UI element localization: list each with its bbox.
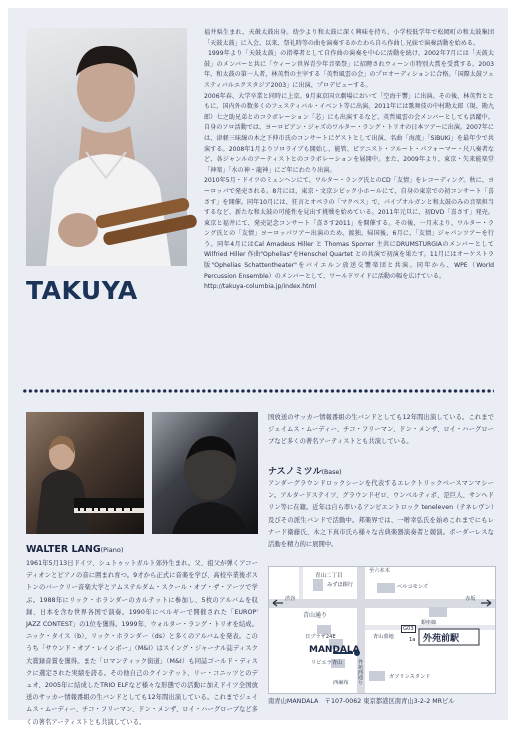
venue-address: 南青山MANDALA 〒107-0062 東京都港区南青山3-2-2 MRビル bbox=[268, 698, 455, 705]
nasuno-mitsuru-name bbox=[268, 464, 342, 477]
takuya-bio-paragraph: 1999年より「天鼓太鼓」の指導者として自作曲の演奏を中心に活動を続け、2002年7月には「天鼓太鼓」のメンバーと共に「ウィーン世界青少年音楽祭」に招聘されウィーン市特別大賞を受賞する。2003年、和太鼓の第一人者、林英哲の主宰する「英哲風雲の会」のプロオーディションに合格。「国際太鼓フェスティバルエクスタジア2003」に出演、プロデビューする。 bbox=[204, 50, 494, 89]
takuya-bio-paragraph: 2010年5月・ドイツのミュンヘンにて、ワルター・ラング氏とのCD「友情」をレコーディング。秋に、ヨーロッパで発売される。8月には、東京・文京シビック小ホールにて、自身の東京での初コンサート「喜さす」を開催。同年10月には、狂言とオペラの「マクベス」で、パイプオルガンと和太鼓のみの音楽担当するなど、新たな和太鼓の可能性を見出す挑戦を始めている。2011年元旦に、初DVD「喜さす」発売。東京と福井にて、発売記念コンサート「喜さす2011」を開催する。その後、一月末より、ワルター・ラング氏との「友情」ヨーロッパツアー出演のため、渡独。帰国後、6月に、「友情」ジャパンツアーを行う。同年4月にはCal Amadeus Hiller と Thomas Sporrer 主共にDRUMSTURGIAのメンバーとして Wilfried Hiller 作曲"Ophelias"をHenschel Quartet との共演で初演を果たす。11月にはオーケストラ版"Ophelias Schattentheater"をバイエルン放送交響楽団と共演。同年から、WPE（World Percussion Ensemble）のメンバーとして、ワールドワイドに活動の幅を広げている。 bbox=[204, 177, 494, 280]
map-label-gaien-nishi-dori: 外苑西通り bbox=[357, 659, 363, 685]
artist-name-takuya: TAKUYA bbox=[26, 276, 138, 305]
map-drawing bbox=[269, 567, 495, 693]
map-label-shibuya: 渋谷 bbox=[285, 596, 296, 602]
walter-lang-name bbox=[26, 544, 123, 555]
nasuno-name-text: ナスノミツル bbox=[268, 467, 322, 477]
map-label-aoyama-2chome: 青山二丁目 bbox=[315, 573, 343, 579]
walter-lang-bio-continued bbox=[268, 412, 494, 449]
venue-map[interactable] bbox=[268, 566, 496, 694]
map-label-ginza-line: 銀座線 bbox=[421, 620, 437, 626]
map-label-aoyama-dori: 青山通り bbox=[303, 612, 328, 619]
map-label-aoyama-cemetery: 青山墓地 bbox=[373, 634, 394, 640]
walter-lang-photo bbox=[26, 412, 144, 534]
map-label-roppongi: 至六本木 bbox=[369, 568, 390, 574]
map-label-riviera: リビエラ青山 bbox=[311, 660, 343, 666]
walter-lang-name-text: WALTER LANG bbox=[26, 544, 101, 555]
walter-lang-bio: 1961年5月13日ドイツ、シュトゥットガルト郊外生まれ。父、祖父が弾くアコーディオンとピアノの音に囲まれ育つ。9才から正式に音楽を学び、高校卒業後ボストンのバークリー音楽大学とアムステルダム・スクール・オブ・ザ・アーツで学ぶ。1988年にリック・ホランダーのカルテットに参加し、5枚のアルバムを収録、日本を含む世界各国で演奏。1990年にベルギーで開催された「EUROP' JAZZ CONTEST」の1位を獲得。1999年、ウォルター・ラング・トリオを結成。ニック・タイス（b）、リック・ホランダー（ds）と多くのアルバムを発表。このうち「サウンド・オブ・レインボー」（M&I）はスイング・ジャーナル誌ディスク大賞録音賞を獲得。また「ロマンティック街道」（M&I）も同誌ゴールド・ディスクに選定された実績を誇る。その他自己のクインテット、リー・コニッツとのデュオ、2005年に結成したTRIO ELFなど様々な形態での活動に加えドイツ全国放送のサッカー情報番組の生バンドとしても12年間出演している。これまでジェイムス・ムーディー、チコ・フリーマン、ドン・メンザ、ロイ・ハーグローブなど多くの著名アーティストとも共演している。 bbox=[26, 560, 258, 726]
map-label-akasaka: 赤坂 bbox=[465, 596, 476, 602]
map-label-mizuho: みずほ銀行 bbox=[327, 582, 353, 588]
map-label-bell-commons: ベルコモンズ bbox=[397, 584, 428, 590]
nasuno-role: (Base) bbox=[321, 469, 342, 476]
map-station[interactable]: 外苑前駅 bbox=[423, 634, 460, 644]
walter-lang-role: (Piano) bbox=[100, 546, 124, 554]
nasuno-photo-drawing bbox=[152, 412, 258, 534]
dotted-divider bbox=[22, 388, 494, 394]
takuya-bio-paragraph: 福井県生まれ、天皷太鼓出身。幼少より和太鼓に深く興味を持ち、小学校低学年で松岡町の和太鼓集団「天鼓太鼓」に入会、以来、祭礼時等の曲を演奏するかたわら自ら作曲し兄妹で演奏活動を始める。 bbox=[204, 29, 494, 47]
takuya-photo-drawing bbox=[26, 28, 187, 266]
nasuno-mitsuru-bio: アンダーグラウンドロックシーンを代表するエレクトリックベースマンマシーン。アルタードステイツ、グラウンドゼロ、ウンベルティポ、是巨人、サンヘドリン等に在籍。近年は自ら率いるアンビエントロック teneleven（テネレヴン）及びその派生バンドで活動中。邦楽界では、一噌幸弘氏を始めこれまでにもレナード衛藤氏、木之下真市氏ら様々な古典楽器演奏者と競演。ボーダーレスな活動を精力的に展開中。 bbox=[268, 480, 494, 549]
map-label-ni-plaza: 日ブラザ24E bbox=[305, 634, 336, 640]
map-label-gas-station: ガソリンスタンド bbox=[389, 674, 431, 680]
takuya-website-link[interactable]: http://takuya-columbia.jp/index.html bbox=[204, 283, 317, 291]
map-venue-mandala[interactable]: MANDALA bbox=[309, 645, 360, 655]
takuya-bio bbox=[204, 28, 494, 293]
walter-lang-bio-tail: 国放送のサッカー情報番組の生バンドとしても12年間出演している。これまでジェイムス・ムーディー、チコ・フリーマン、ドン・メンザ、ロイ・ハーグローブなど多くの著名アーティストとも共演している。 bbox=[268, 414, 494, 446]
nasuno-mitsuru-photo bbox=[152, 412, 258, 534]
map-label-nishiazabu: 西麻布 bbox=[333, 680, 349, 686]
map-label-g03: G03 bbox=[403, 626, 414, 632]
map-exit-label: 1a bbox=[409, 637, 416, 643]
takuya-bio-paragraph: 2006年春、大学卒業と同時に上京。9月東京国立劇場において「空海千響」に出演。その後、林英哲とともに、国内外の数多くのフェスティバル・イベント等に出演。2011年には歌舞伎の中村勘太郎（現、勘九郎）七之助兄弟とのコラボレーション「芯」にも出演するなど、英哲風雲の会メンバーとしても活躍中。自身のソロ活動では、ヨーロピアン・ジャズのワルター・ラング・トリオの日本ツアーに出演。2007年には、津軽三味線の木之下伸市氏のコンサートにゲストとして出演、名曲「海流」「SiBUKi」を最年少で共演する。2008年1月よりソロライブも開始し、能管、ピアニスト・フルート・パフォーマー・尺八奏者など、各ジャンルのアーティストとのコラボレーションを展開中。また、2009年より、東京・矢来能楽堂「神楽」「水の神・龍神」にご年にわたり出演。 bbox=[204, 92, 494, 174]
takuya-photo bbox=[26, 28, 187, 266]
walter-lang-photo-drawing bbox=[26, 412, 144, 534]
